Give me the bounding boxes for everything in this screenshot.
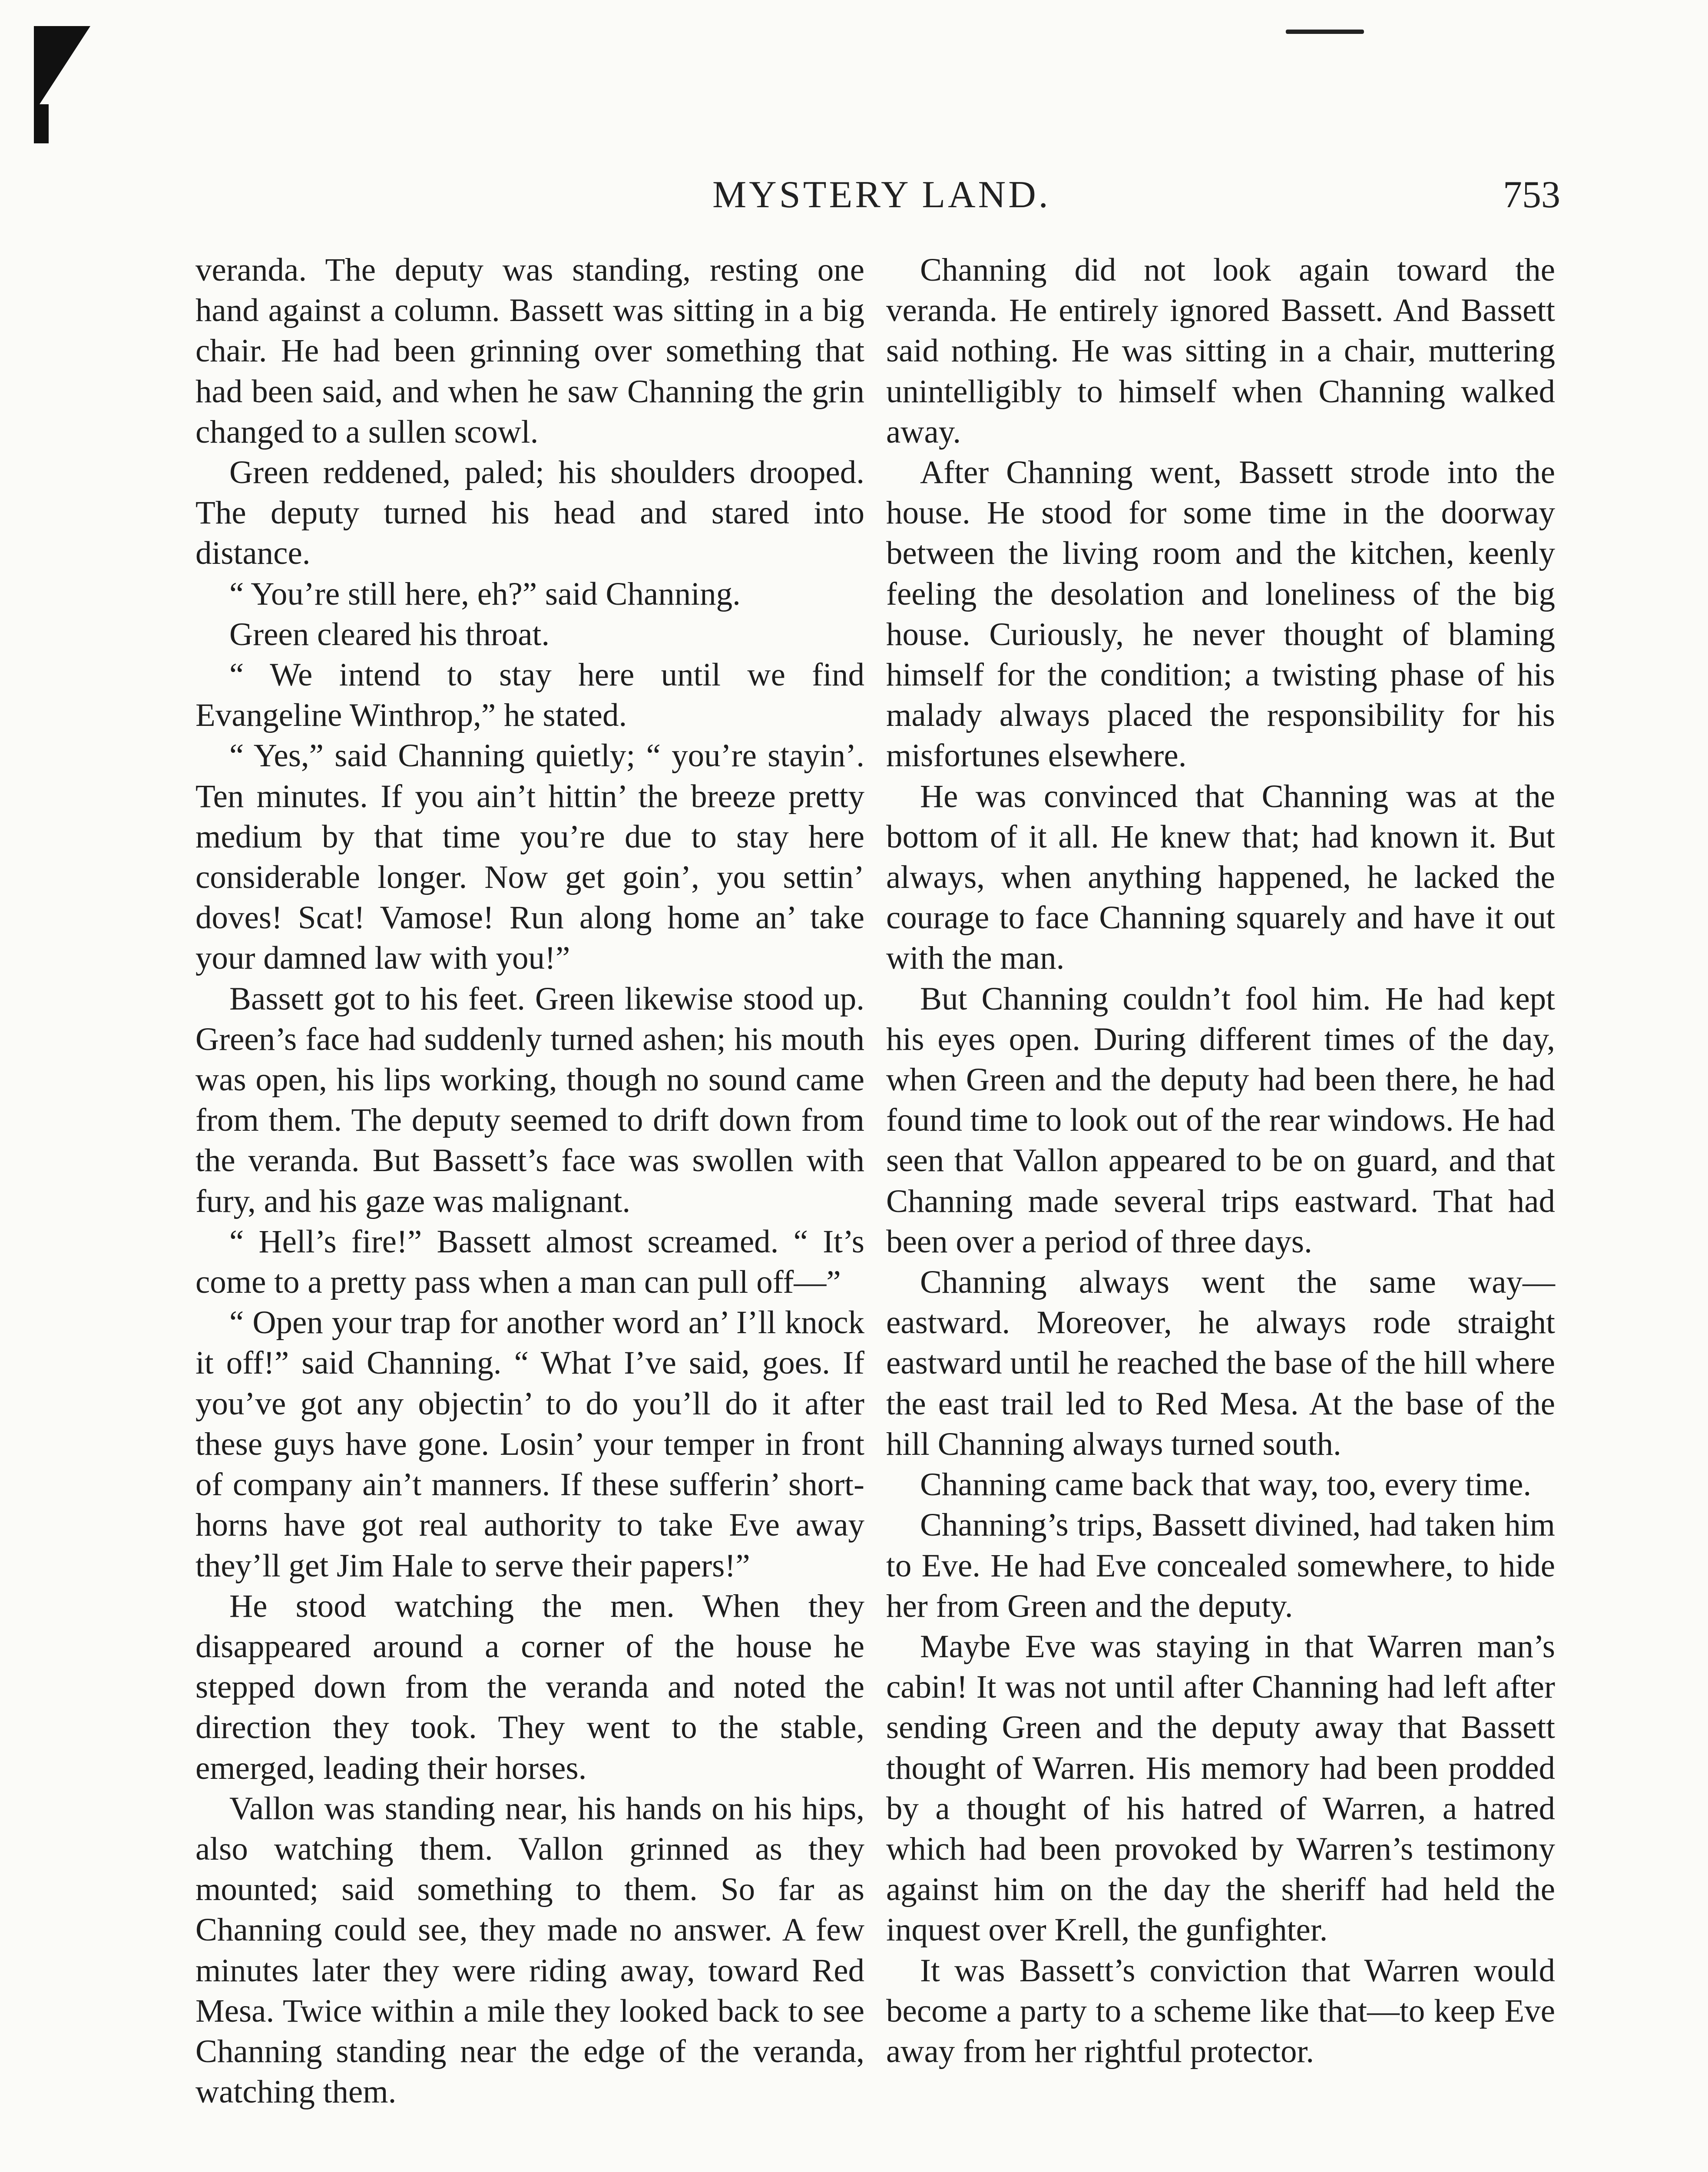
paragraph: Channing always went the same way—eastward. Moreover, he always rode straight eastward until he reached the base of the hill where the east trail led to Red Mesa. At the base of the hill Channing always turned south.: [886, 1264, 1555, 1462]
paragraph: Channing came back that way, too, every time.: [920, 1467, 1532, 1503]
paragraph: After Channing went, Bassett strode into the house. He stood for some time in the doorway between the living room and the kitchen, keenly feeling the desolation and loneliness of the big house. Curiously, he never thought of blaming himself for the condition; a twisting phase of his malady always placed the responsibility for his misfortunes elsewhere.: [886, 454, 1555, 774]
paragraph: “ Hell’s fire!” Bassett almost screamed. “ It’s come to a pretty pass when a man can pull off—”: [195, 1223, 864, 1301]
paragraph: Green cleared his throat.: [229, 616, 550, 652]
paragraph: He stood watching the men. When they disappeared around a corner of the house he stepped down from the veranda and noted the direction they took. They went to the stable, emerged, leading their horses.: [195, 1588, 864, 1786]
paragraph: Vallon was standing near, his hands on his hips, also watching them. Vallon grinned as they mounted; said something to them. So far as Channing could see, they made no answer. A few minutes later they were riding away, toward Red Mesa. Twice within a mile they looked back to see Channing standing near the edge of the veranda, watching them.: [195, 1790, 864, 2110]
paragraph: He was convinced that Channing was at the bottom of it all. He knew that; had known it. But always, when anything happened, he lacked the courage to face Channing squarely and have it out with the man.: [886, 778, 1555, 977]
paragraph: Green reddened, paled; his shoulders drooped. The deputy turned his head and stared into distance.: [195, 454, 864, 572]
paragraph: It was Bassett’s conviction that Warren would become a party to a scheme like that—to keep Eve away from her rightful protector.: [886, 1952, 1555, 2069]
paragraph: Channing’s trips, Bassett divined, had taken him to Eve. He had Eve concealed somewhere, to hide her from Green and the deputy.: [886, 1507, 1555, 1624]
paragraph: Maybe Eve was staying in that Warren man’s cabin! It was not until after Channing had left after sending Green and the deputy away that Bassett thought of Warren. His memory had been prodded by a thought of his hatred of Warren, a hatred which had been provoked by Warren’s testimony against him on the day the sheriff had held the inquest over Krell, the gunfighter.: [886, 1628, 1555, 1948]
right-column: [886, 250, 1555, 2072]
corner-mark-top-left-bar: [34, 104, 49, 143]
page-number: 753: [1503, 174, 1560, 216]
paragraph: But Channing couldn’t fool him. He had kept his eyes open. During different times of the day, when Green and the deputy had been there, he had found time to look out of the rear windows. He had seen that Vallon appeared to be on guard, and that Channing made several trips eastward. That had been over a period of three days.: [886, 980, 1555, 1260]
paragraph: veranda. The deputy was standing, resting one hand against a column. Bassett was sitting in a big chair. He had been grinning over something that had been said, and when he saw Channing the grin changed to a sullen scowl.: [195, 252, 864, 450]
paragraph: “ We intend to stay here until we find Evangeline Winthrop,” he stated.: [195, 657, 864, 734]
top-dash-mark: [1286, 30, 1364, 34]
corner-mark-top-left: [34, 26, 90, 113]
running-head: MYSTERY LAND.: [712, 174, 1051, 216]
paragraph: “ You’re still here, eh?” said Channing.: [229, 576, 741, 612]
paragraph: “ Yes,” said Channing quietly; “ you’re stayin’. Ten minutes. If you ain’t hittin’ the breeze pretty medium by that time you’re due to stay here considerable longer. Now get goin’, you settin’ doves! Scat! Vamose! Run along home an’ take your damned law with you!”: [195, 738, 864, 977]
paragraph: Channing did not look again toward the veranda. He entirely ignored Bassett. And Bassett said nothing. He was sitting in a chair, muttering unintelligibly to himself when Channing walked away.: [886, 252, 1555, 450]
paragraph: “ Open your trap for another word an’ I’ll knock it off!” said Channing. “ What I’ve said, goes. If you’ve got any objectin’ to do you’ll do it after these guys have gone. Losin’ your temper in front of company ain’t manners. If these sufferin’ short-horns have got real authority to take Eve away they’ll get Jim Hale to serve their papers!”: [195, 1305, 864, 1584]
paragraph: Bassett got to his feet. Green likewise stood up. Green’s face had suddenly turned ashen; his mouth was open, his lips working, though no sound came from them. The deputy seemed to drift down from the veranda. But Bassett’s face was swollen with fury, and his gaze was malignant.: [195, 980, 864, 1219]
left-column: [195, 250, 864, 2112]
